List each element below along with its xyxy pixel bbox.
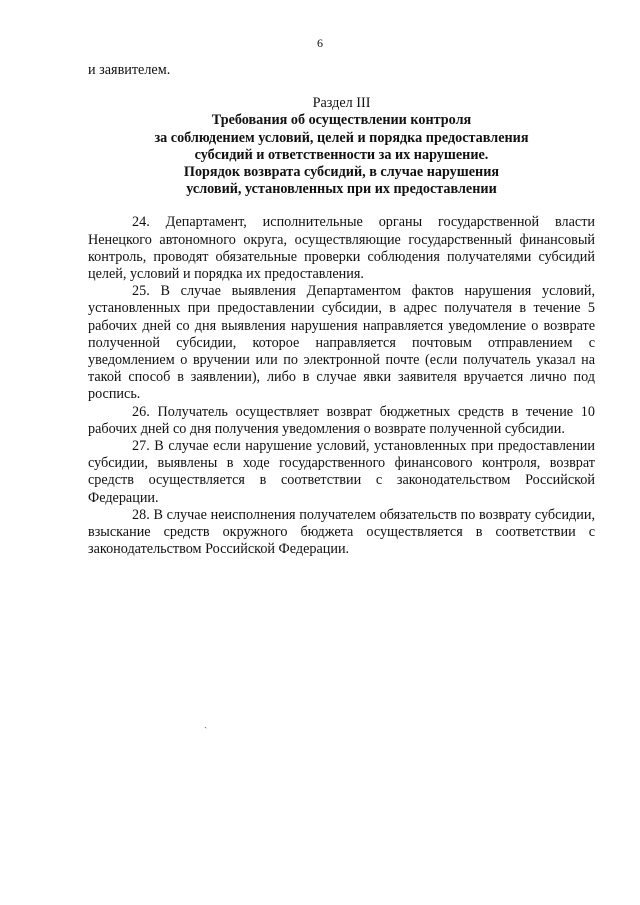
paragraph-25: 25. В случае выявления Департаментом фактов нарушения условий, установленных при предоставлении субсидии, в адрес получателя в течение 5 рабочих дней со дня выявления нарушения направляется уведомление о возврате полученной субсидии, которое направляется почтовым отправлением с уведомлением о вручении или по электронной почте (если получатель указал на такой способ в заявлении), либо в случае явки заявителя вручается лично под роспись. [88,283,595,403]
section-title-line: условий, установленных при их предоставлении [186,181,497,198]
section-title-line: субсидий и ответственности за их нарушение. [194,146,489,163]
section-title-line: Требования об осуществлении контроля [211,112,472,129]
section-title-line: Порядок возврата субсидий, в случае нарушения [183,164,500,181]
stray-scan-mark: ˏ [204,718,208,729]
paragraph-26: 26. Получатель осуществляет возврат бюджетных средств в течение 10 рабочих дней со дня получения уведомления о возврате полученной субсидии. [88,403,595,437]
section-label: Раздел III [312,95,371,112]
paragraph-24: 24. Департамент, исполнительные органы государственной власти Ненецкого автономного округа, осуществляющие государственный финансовый контроль, проводят обязательные проверки соблюдения получателями субсидий целей, условий и порядка их предоставления. [88,214,595,283]
page-number: 6 [317,36,323,50]
paragraph-28: 28. В случае неисполнения получателем обязательств по возврату субсидии, взыскание средств окружного бюджета осуществляется в соответствии с законодательством Российской Федерации. [88,506,595,558]
paragraph-27: 27. В случае если нарушение условий, установленных при предоставлении субсидии, выявлены в ходе государственного финансового контроля, возврат средств осуществляется в соответствии с законодательством Российской Федерации. [88,438,595,506]
section-title [88,112,595,198]
section-title-line: за соблюдением условий, целей и порядка предоставления [154,129,529,146]
document-body [88,62,595,558]
carry-over-text: и заявителем. [88,62,171,78]
